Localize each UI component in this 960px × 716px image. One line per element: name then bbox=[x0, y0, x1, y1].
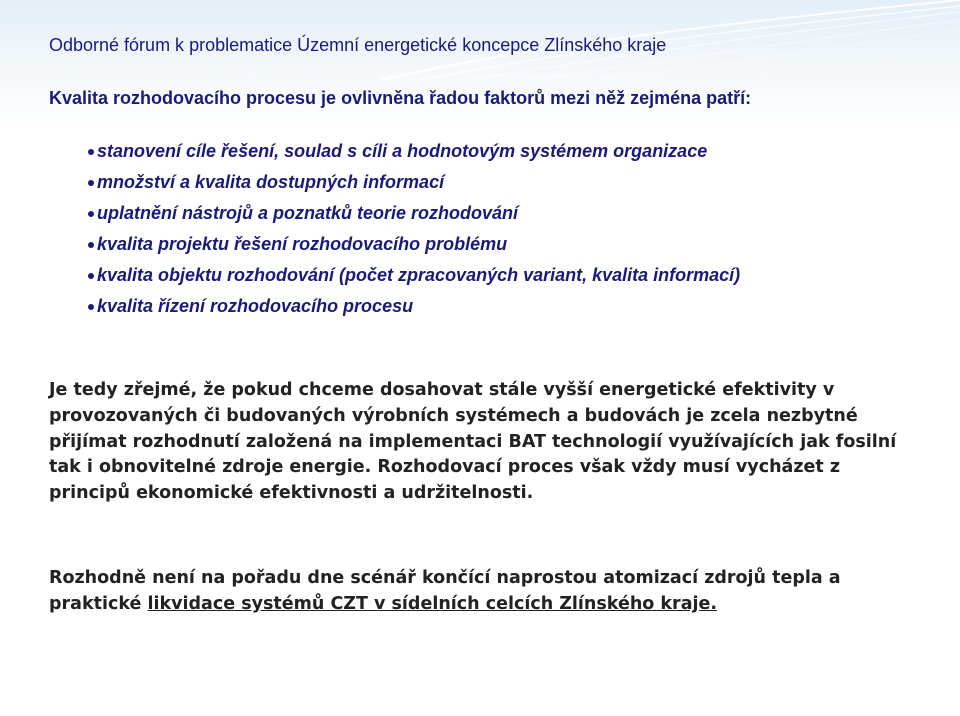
bullet-icon bbox=[88, 242, 94, 248]
slide-title: Odborné fórum k problematice Územní energetické koncepce Zlínského kraje bbox=[49, 35, 667, 55]
final-statement bbox=[49, 566, 919, 618]
list-item bbox=[88, 202, 918, 225]
bullet-icon bbox=[88, 180, 94, 186]
intro-text: Kvalita rozhodovacího procesu je ovlivněna řadou faktorů mezi něž zejména patří: bbox=[49, 88, 752, 108]
final-statement-text: Rozhodně není na pořadu dne scénář končící naprostou atomizací zdrojů tepla a praktické bbox=[49, 568, 841, 614]
list-item-text: kvalita řízení rozhodovacího procesu bbox=[97, 296, 414, 316]
bullet-icon bbox=[88, 211, 94, 217]
final-statement-underlined: likvidace systémů CZT v sídelních celcích Zlínského kraje. bbox=[147, 593, 718, 614]
list-item-text: kvalita objektu rozhodování (počet zpracovaných variant, kvalita informací) bbox=[97, 265, 741, 285]
list-item-text: množství a kvalita dostupných informací bbox=[97, 172, 445, 192]
bullet-icon bbox=[88, 149, 94, 155]
list-item-text: uplatnění nástrojů a poznatků teorie rozhodování bbox=[97, 203, 519, 223]
bullet-icon bbox=[88, 304, 94, 310]
list-item-text: stanovení cíle řešení, soulad s cíli a hodnotovým systémem organizace bbox=[97, 141, 708, 161]
list-item bbox=[88, 295, 918, 318]
list-item bbox=[88, 171, 918, 194]
list-item-text: kvalita projektu řešení rozhodovacího problému bbox=[97, 234, 508, 254]
list-item bbox=[88, 233, 918, 256]
list-item bbox=[88, 140, 918, 163]
bullet-icon bbox=[88, 273, 94, 279]
conclusion-paragraph: Je tedy zřejmé, že pokud chceme dosahovat stále vyšší energetické efektivity v provozovaných či budovaných výrobních systémech a budovách je zcela nezbytné přijímat rozhodnutí založená na implementaci BAT technologií využívajících jak fosilní tak i obnovitelné zdroje energie. Rozhodovací proces však vždy musí vycházet z principů ekonomické efektivnosti a udržitelnosti. bbox=[49, 380, 897, 504]
list-item bbox=[88, 264, 918, 287]
factor-list bbox=[88, 140, 918, 326]
